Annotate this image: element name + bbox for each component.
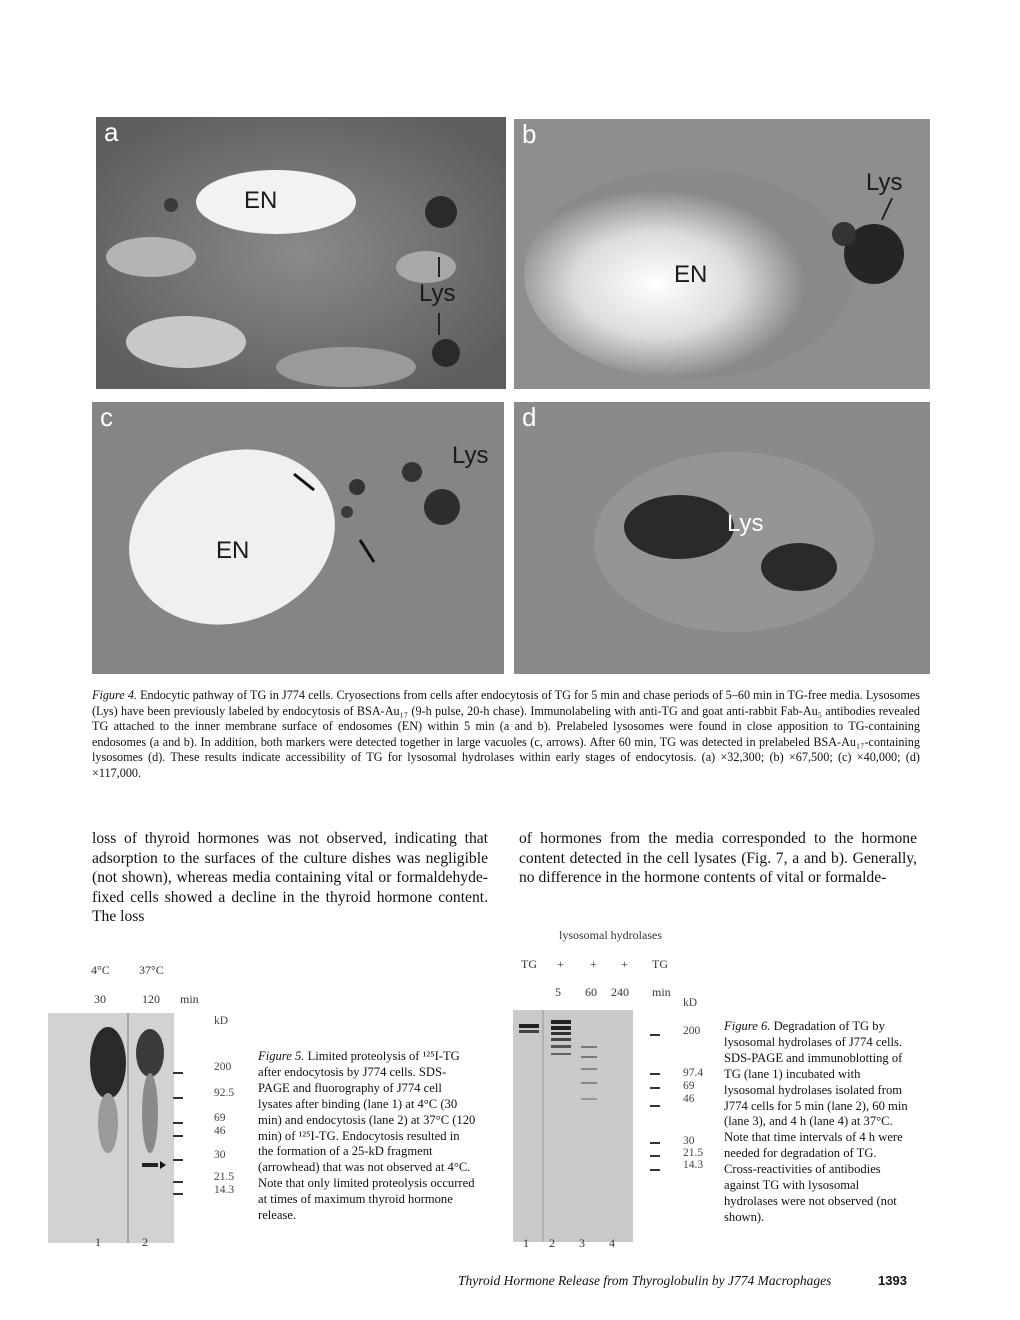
fig6-marker-14-3: 14.3 [683,1159,704,1171]
fig6-time-60: 60 [585,985,597,999]
lys-label-a: Lys [419,280,456,307]
figure-4-caption-text: Endocytic pathway of TG in J774 cells. Cryosections from cells after endocytosis of TG for 5 min and chase periods of 5–60 min in TG-free media. Lysosomes (Lys) have been previously labeled by endocytosis of BSA-Au₁₇ (9-h pulse, 20-h chase). Immunolabeling with anti-TG and goat anti-rabbit Fab-Au₅ antibodies revealed TG attached to the inner membrane surface of endosomes (EN) within 5 min (a and b). Prelabeled lysosomes were found in close apposition to TG-containing endosomes (a and b). In addition, both markers were detected together in large vacuoles (c, arrows). After 60 min, TG was detected in prelabeled BSA-Au₁₇-containing lysosomes (d). These results indicate accessibility of TG for lysosomal hydrolases within early stages of endocytosis. (a) ×32,300; (b) ×67,500; (c) ×40,000; (d) ×117,000. [92,688,921,780]
figure-6-caption-text: Degradation of TG by lysosomal hydrolases of J774 cells. SDS-PAGE and immunoblotting of TG (lane 1) incubated with lysosomal hydrolases isolated from J774 cells for 5 min (lane 2), 60 min (lane 3), and 4 h (lane 4) at 37°C. Note that time intervals of 4 h were needed for degradation of TG. Cross-reactivities of antibodies against TG with lysosomal hydrolases were not observed (not shown). [724,1019,908,1224]
fig6-marker-21-5: 21.5 [683,1147,704,1159]
fig5-time-lane2: 120 [142,992,160,1006]
figure-6 [505,925,715,1255]
fig6-gel-bands [513,1010,633,1242]
lys-label-d: Lys [727,510,764,537]
fig6-row1-lane2: + [557,957,564,971]
figure-5-caption [258,1049,476,1224]
fig6-header: lysosomal hydrolases [559,928,662,942]
panel-letter-c: c [100,402,113,432]
fig5-lane-1: 1 [95,1235,101,1249]
figure-4-panel-c [92,402,504,674]
figure-6-caption [724,1019,912,1226]
pointer-line [438,313,440,335]
fig6-marker-69: 69 [683,1080,695,1092]
fig6-lane-2: 2 [549,1236,555,1250]
fig6-time-unit: min [652,985,671,999]
micrograph-b [514,119,930,389]
figure-4-panel-d [514,402,930,674]
micrograph-d [514,402,930,674]
fig5-marker-92-5: 92.5 [214,1087,235,1099]
figure-4-caption [92,688,920,782]
fig6-time-5: 5 [555,985,561,999]
figure-5 [48,955,248,1255]
fig5-time-lane1: 30 [94,992,106,1006]
en-label-c: EN [216,537,250,564]
figure-4-caption-label: Figure 4. [92,688,137,702]
fig6-row1-lane3: + [590,957,597,971]
fig5-time-unit: min [180,992,199,1006]
fig6-row1-lane1: TG [521,957,537,971]
fig6-marker-30: 30 [683,1135,695,1147]
fig5-marker-14-3: 14.3 [214,1184,235,1196]
fig5-marker-46: 46 [214,1125,226,1137]
figure-6-caption-label: Figure 6. [724,1019,771,1033]
body-column-right: of hormones from the media corresponded to the hormone content detected in the cell lysates (Fig. 7, a and b). Generally, no difference in the hormone contents of vital or formalde- [519,830,917,887]
fig5-gel-image [48,1013,174,1243]
lys-label-c: Lys [452,442,489,469]
fig5-lane-2: 2 [142,1235,148,1249]
fig6-lane-1: 1 [523,1236,529,1250]
fig5-gel-bands [48,1013,174,1243]
fig5-marker-21-5: 21.5 [214,1171,235,1183]
figure-4 [92,117,930,677]
figure-4-panel-a [96,117,506,389]
fig6-marker-97-4: 97.4 [683,1067,704,1079]
body-column-left: loss of thyroid hormones was not observed, indicating that adsorption to the surfaces of the culture dishes was negligible (not shown), whereas media containing vital or formaldehyde-fixed cells showed a decline in the thyroid hormone content. The loss [92,830,488,926]
fig6-row1-lane5: TG [652,957,668,971]
fig6-time-240: 240 [611,985,629,999]
lys-label-b: Lys [866,169,903,196]
micrograph-c [92,402,504,674]
fig6-marker-46: 46 [683,1093,695,1105]
fig6-lane-4: 4 [609,1236,615,1250]
fig5-temp-lane2: 37°C [139,963,164,977]
pointer-line [438,257,440,277]
panel-letter-d: d [522,402,537,432]
panel-letter-b: b [522,119,537,149]
micrograph-a [96,117,506,389]
fig6-marker-200: 200 [683,1025,701,1037]
en-label-b: EN [674,261,708,288]
figure-5-caption-label: Figure 5. [258,1049,305,1063]
fig6-lane-3: 3 [579,1236,585,1250]
fig5-temp-lane1: 4°C [91,963,110,977]
fig6-kd-label: kD [683,997,698,1009]
fig5-marker-30: 30 [214,1149,226,1161]
figure-5-caption-text: Limited proteolysis of ¹²⁵I-TG after endocytosis by J774 cells. SDS-PAGE and fluorography of J774 cell lysates after binding (lane 1) at 4°C (30 min) and endocytosis (lane 2) at 37°C (120 min) of ¹²⁵I-TG. Endocytosis resulted in the formation of a 25-kD fragment (arrowhead) that was not observed at 4°C. Note that only limited proteolysis occurred at times of maximum thyroid hormone release. [258,1049,476,1223]
fig6-gel-image [513,1010,633,1242]
panel-letter-a: a [104,117,119,147]
en-label-a: EN [244,187,278,214]
fig5-marker-200: 200 [214,1061,232,1073]
fig5-kd-label: kD [214,1015,229,1027]
fig5-marker-69: 69 [214,1112,226,1124]
running-title: Thyroid Hormone Release from Thyroglobulin by J774 Macrophages [458,1273,832,1288]
figure-4-panel-b [514,119,930,389]
page-number: 1393 [878,1273,907,1288]
fig6-row1-lane4: + [621,957,628,971]
